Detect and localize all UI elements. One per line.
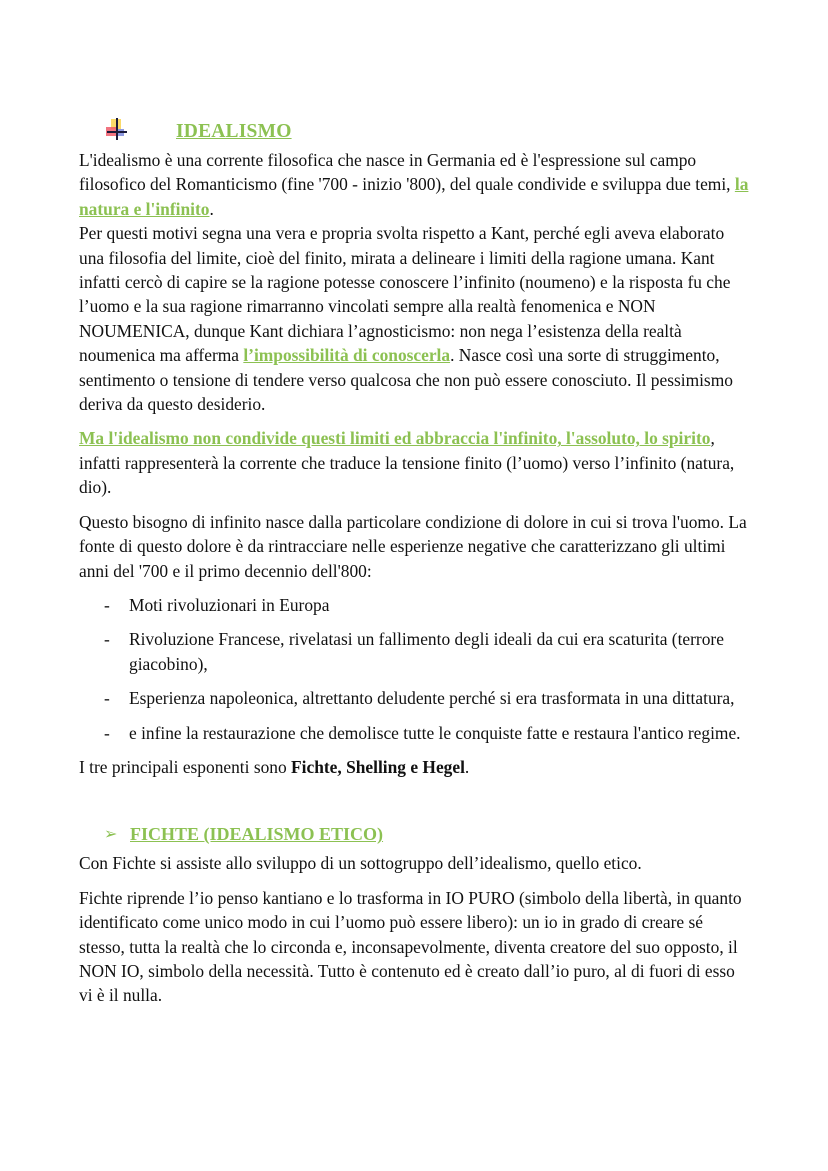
cross-icon [103, 116, 129, 142]
title-row [79, 118, 749, 148]
list-item-text: Rivoluzione Francese, rivelatasi un fallimento degli ideali da cui era scaturita (terrore giacobino), [129, 629, 724, 674]
list-item [79, 627, 749, 676]
paragraph-text: Con Fichte si assiste allo sviluppo di un sottogruppo dell’idealismo, quello etico. [79, 853, 642, 874]
section-heading-fichte [79, 821, 749, 851]
bold-text: Fichte, Shelling e Hegel [291, 756, 465, 777]
paragraph-text: Fichte riprende l’io penso kantiano e lo trasforma in IO PURO (simbolo della libertà, in quanto identificato come unico modo in cui l’uomo può essere libero): un io in grado di creare sé stesso, tutta la realtà che lo circonda e, inconsapevolmente, diventa creatore del suo opposto, il NON IO, simbolo della necessità. Tutto è contenuto ed è creato dall’io puro, al di fuori di esso vi è il nulla. [79, 887, 742, 1006]
highlight-text: la natura e l'infinito [79, 174, 749, 219]
paragraph-text: . Nasce così una sorte di struggimento, sentimento o tensione di tendere verso qualcosa che non può essere conosciuto. Il pessimismo deriva da questo desiderio. [79, 345, 733, 415]
list-item-text: Esperienza napoleonica, altrettanto deludente perché si era trasformata in una dittatura, [129, 688, 735, 709]
list-item [79, 593, 749, 617]
paragraph-text: Questo bisogno di infinito nasce dalla particolare condizione di dolore in cui si trova l'uomo. La fonte di questo dolore è da rintracciare nelle esperienze negative che caratterizzano gli ultimi anni del '700 e il primo decennio dell'800: [79, 511, 747, 581]
list-item-text: e infine la restaurazione che demolisce tutte le conquiste fatte e restaura l'antico regime. [129, 722, 741, 743]
paragraph-intro [79, 148, 749, 221]
paragraph-dolore [79, 510, 749, 583]
dash-bullet: - [104, 629, 110, 650]
paragraph-fichte-intro [79, 851, 749, 875]
paragraph-text: L'idealismo è una corrente filosofica che nasce in Germania ed è l'espressione sul campo filosofico del Romanticismo (fine '700 - inizio '800), del quale condivide e sviluppa due temi, [79, 150, 735, 195]
highlight-text: Ma l'idealismo non condivide questi limiti ed abbraccia l'infinito, l'assoluto, lo spirito [79, 428, 711, 449]
list-item [79, 721, 749, 745]
list-item-text: Moti rivoluzionari in Europa [129, 594, 330, 615]
dash-bullet: - [104, 722, 110, 743]
paragraph-text: . [209, 198, 214, 219]
paragraph-text: I tre principali esponenti sono [79, 756, 292, 777]
dash-bullet: - [104, 688, 110, 709]
paragraph-text: , infatti rappresenterà la corrente che traduce la tensione finito (l’uomo) verso l’infinito (natura, dio). [79, 428, 735, 498]
section-title: FICHTE (IDEALISMO ETICO) [130, 824, 384, 845]
paragraph-io-puro [79, 886, 749, 1008]
events-list [79, 593, 749, 745]
paragraph-kant [79, 221, 749, 416]
paragraph-text: . [464, 756, 470, 777]
document-title: IDEALISMO [176, 121, 292, 142]
dash-bullet: - [104, 594, 110, 615]
paragraph-esponenti [79, 755, 749, 779]
paragraph-text: Per questi motivi segna una vera e propria svolta rispetto a Kant, perché egli aveva elaborato una filosofia del limite, cioè del finito, mirata a delineare i limiti della ragione umana. Kant infatti cercò di capire se la ragione potesse conoscere l’infinito (noumeno) e la risposta fu che l’uomo e la sua ragione rimarranno vincolati sempre alla realtà fenomenica e NON NOUMENICA, dunque Kant dichiara l’agnosticismo: non nega l’esistenza della realtà noumenica ma afferma [79, 223, 731, 366]
list-item [79, 686, 749, 710]
document-page [79, 118, 749, 1008]
highlight-text: l’impossibilità di conoscerla [243, 345, 451, 366]
paragraph-idealismo-infinito [79, 426, 749, 499]
arrow-bullet-icon: ➢ [104, 826, 118, 844]
